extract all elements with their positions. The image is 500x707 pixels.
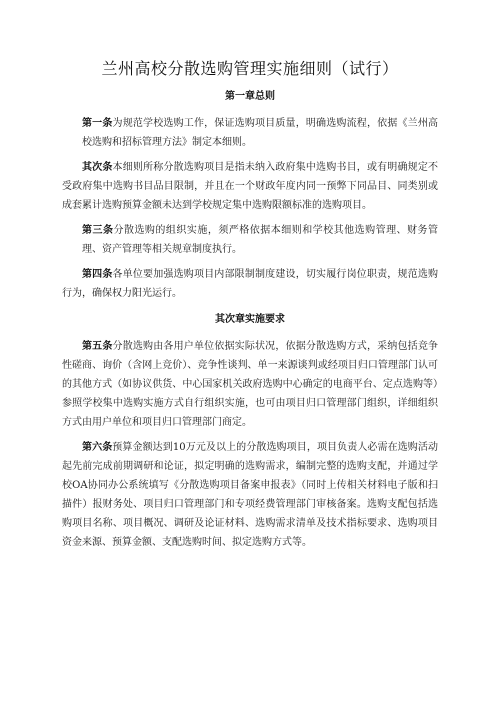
document-title: 兰州高校分散选购管理实施细则（试行） — [101, 59, 399, 78]
article-text: 本细则所称分散选购项目是指未纳入政府集中选购书目，或有明确规定不受政府集中选购书目品目限制，并且在一个财政年度内同一预弊下同品目、同类别或成套累计选购预算金额未达到学校规定集中选购限额标准的选购项目。 — [62, 162, 439, 211]
article-6 — [62, 438, 438, 552]
article-text: 各单位要加强选购项目内部限制制度建设，切实履行岗位职责，规范选购行为，确保权力阳光运行。 — [62, 269, 439, 299]
article-text: 分散选购的组织实施，须严格依据本细则和学校其他选购管理、财务管理、资产管理等相关规章制度执行。 — [82, 225, 439, 255]
article-number: 第六条 — [82, 442, 113, 453]
article-text: 预算金额达到10万元及以上的分散选购项目，项目负责人必需在选购活动起先前完成前期调研和论证，拟定明确的选购需求，编制完整的选购支配，并通过学校OA协同办公系统填写《分散选购项目备案申报表》（同时上传相关材料电子版和扫描件）报财务处、项目归口管理部门和专项经费管理部门审核备案。选购支配包括选购项目名称、项目概况、调研及论证材料、选购需求清单及技术指标要求、选购项目资金来源、预算金额、支配选购时间、拟定选购方式等。 — [62, 442, 438, 548]
article-5 — [62, 337, 438, 432]
chapter-heading: 第一章总则 — [225, 91, 275, 102]
chapter-heading: 其次章实施要求 — [215, 314, 285, 325]
article-number: 其次条 — [82, 162, 113, 173]
article-number: 第三条 — [82, 225, 114, 236]
article-number: 第四条 — [82, 269, 113, 280]
article-number: 第五条 — [82, 341, 113, 352]
article-text: 为规范学校选购工作，保证选购项目质量，明确选购流程，依据《兰州高校选购和招标管理方法》制定本细则。 — [82, 118, 439, 148]
article-1 — [62, 114, 438, 152]
article-text: 分散选购由各用户单位依据实际状况，依据分散选购方式，采纳包括竞争性磋商、询价（含网上竞价）、竞争性谈判、单一来源谈判或经项目归口管理部门认可的其他方式（如协议供货、中心国家机关政府选购中心确定的电商平台、定点选购等）参照学校集中选购实施方式自行组织实施，也可由项目归口管理部门组织，详细组织方式由用户单位和项目归口管理部门商定。 — [62, 341, 439, 428]
article-3 — [62, 221, 438, 259]
article-4 — [62, 265, 438, 303]
article-2 — [62, 158, 438, 215]
article-number: 第一条 — [82, 118, 113, 129]
